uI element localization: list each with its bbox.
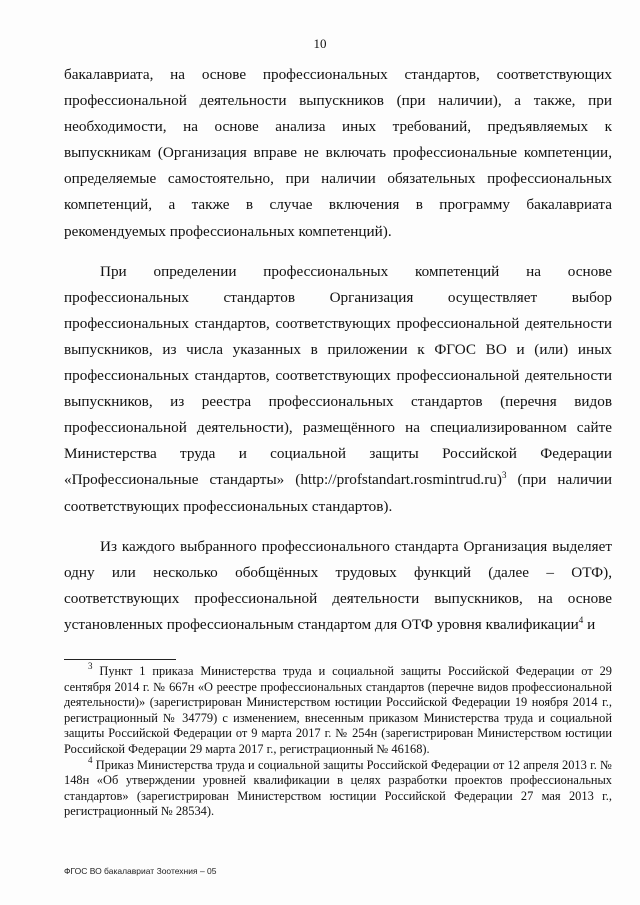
paragraph-text: (при наличии соответствующих профессиональных стандартов).	[64, 471, 613, 515]
paragraph-text: При определении профессиональных компетенций на основе профессиональных стандартов Организация осуществляет выбор профессиональных стандартов, соответствующих профессиональной деятельности выпускников, из числа указанных в приложении к ФГОС ВО и (или) иных профессиональных стандартов, соответствующих профессиональной деятельности выпускников, из реестра профессиональных стандартов (перечня видов профессиональной деятельности), размещённого на специализированном сайте Министерства труда и социальной защиты Российской Федерации «Профессиональные стандарты» (http://profstandart.rosmintrud.ru)	[64, 262, 612, 489]
footnote-text: Приказ Министерства труда и социальной защиты Российской Федерации от 12 апреля 2013 г. № 148н «Об утверждении уровней квалификации в целях разработки проектов профессиональных стандартов» (зарегистрирован Министерством юстиции Российской Федерации 27 мая 2013 г., регистрационный № 28534).	[64, 757, 612, 819]
paragraph-professional-standards	[64, 259, 612, 520]
paragraph-text: и	[583, 615, 596, 633]
page-footer: ФГОС ВО бакалавриат Зоотехния – 05	[64, 866, 217, 876]
footnotes	[64, 661, 612, 820]
footnote-number: 4	[88, 754, 93, 765]
footnote-ref-3[interactable]: 3	[501, 470, 507, 481]
page-number: 10	[313, 36, 327, 51]
paragraph-text: Из каждого выбранного профессионального стандарта Организация выделяет одну или несколько обобщённых трудовых функций (далее – ОТФ), соответствующих профессиональной деятельности выпускников, на основе установленных профессиональным стандартом для ОТФ уровня квалификации	[64, 537, 612, 633]
paragraph-continuation: бакалавриата, на основе профессиональных стандартов, соответствующих профессиональной деятельности выпускников (при наличии), а также, при необходимости, на основе анализа иных требований, предъявляемых к выпускникам (Организация вправе не включать профессиональные компетенции, определяемые самостоятельно, при наличии обязательных профессиональных компетенций, а также в случае включения в программу бакалавриата рекомендуемых профессиональных компетенций).	[64, 66, 612, 240]
footnote-text: Пункт 1 приказа Министерства труда и социальной защиты Российской Федерации от 29 сентября 2014 г. № 667н «О реестре профессиональных стандартов (перечне видов профессиональной деятельности)» (зарегистрирован Министерством юстиции Российской Федерации 19 ноября 2014 г., регистрационный № 34779) с изменением, внесенным приказом Министерства труда и социальной защиты Российской Федерации от 9 марта 2017 г. № 254н (зарегистрирован Министерством юстиции Российской Федерации 29 марта 2017 г., регистрационный № 46168).	[64, 664, 612, 756]
footnote-4	[64, 754, 612, 820]
footnote-number: 3	[88, 661, 93, 671]
footnote-ref-4[interactable]: 4	[578, 614, 584, 625]
footnote-3	[64, 661, 612, 758]
footnote-separator	[64, 659, 176, 660]
paragraph-labor-functions	[64, 534, 612, 638]
main-text	[64, 62, 612, 638]
